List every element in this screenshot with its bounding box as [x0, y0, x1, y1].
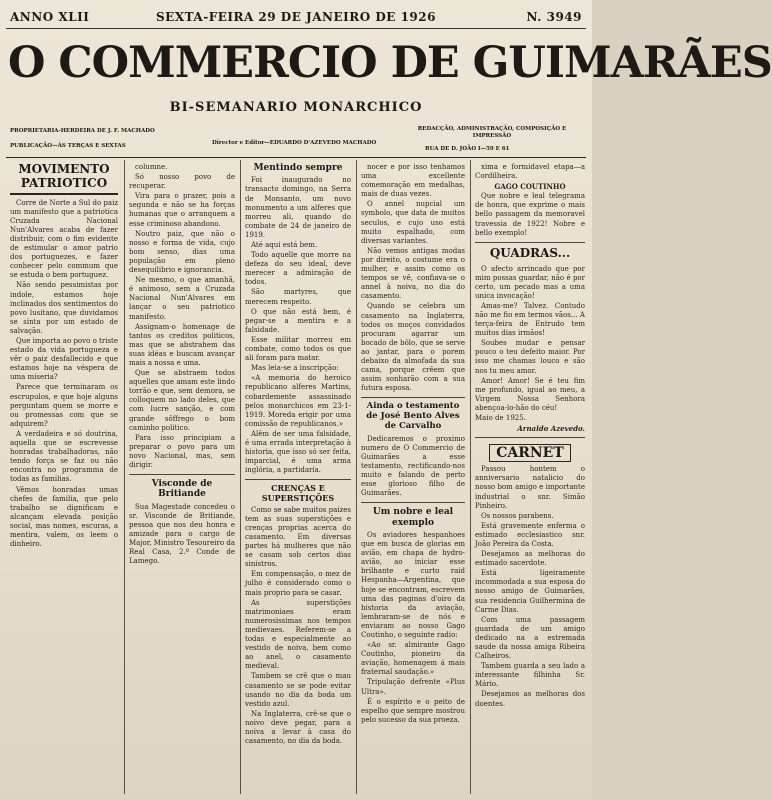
article-signature: GAGO COUTINHO	[494, 182, 566, 192]
article-paragraph: Não vemos antigas modas por direito, o costume era o mulher, e assim como os tempos se vê, confiava-se o annel à noiva, no dia do casamento.	[361, 246, 465, 301]
column-3	[245, 163, 351, 793]
publication-line: PUBLICAÇÃO—ÁS TERÇAS E SEXTAS	[10, 143, 126, 149]
article-paragraph: Passou hontem o anniversario natalicio do nosso bom amigo e importante industrial o snr. Simão Pinheiro.	[475, 465, 585, 510]
article-paragraph: nocer e por isso tenhamos uma excellente comemoração em medalhas, mais de duas vezes.	[361, 163, 465, 199]
article-paragraph: Desejamos as melhoras do estimado sacerdote.	[475, 550, 585, 568]
article-paragraph: Que importa ao povo o triste estado da vida portugueza e vêr o paiz desfallecido e que estamos hoje na véspera de uma miseria?	[10, 337, 118, 382]
article-paragraph: A verdadeira e só doutrina, aquella que se escrevesse honradas trabalhadoras, não tendo força se faz ou não encontra no programma de todas as familias.	[10, 429, 118, 484]
article-paragraph: columne.	[135, 163, 168, 171]
article-paragraph: Vêmos honradas umas chefes de familia, que pelo trabalho se dignificam e alcançam elevada posição social, mas nomes, escuras, a mentira, valem, os leem o dinheiro.	[10, 485, 118, 549]
article-paragraph: Não sendo pessimistas por indole, estamos hoje inclinados dos sentimentos do povo lusitano, que duvidamos se sinta por um estado de salvação.	[10, 281, 118, 335]
article-paragraph: Vira para o prazer, pois a segunda e não se ha forças humanas que o arranquem a esse criminoso abandono.	[129, 192, 235, 228]
newspaper-title: O COMMERCIO DE GUIMARÃES	[8, 38, 772, 88]
column-divider	[124, 160, 125, 794]
article-paragraph: O annel nupcial um symbolo, que data de muitos seculos, e cujo uso está muito espalhado, com diversas variantes.	[361, 200, 465, 245]
column-1	[10, 163, 118, 793]
article-paragraph: O que não está bem, é pegar-se a mentira e a falsidade.	[245, 307, 351, 334]
article-heading-crencas: CRENÇAS E SUPERSTIÇÕES	[261, 483, 335, 503]
newspaper-subtitle: BI-SEMANARIO MONARCHICO	[169, 100, 423, 115]
article-heading-mentindo: Mentindo sempre	[253, 163, 343, 173]
poem-author: Arnaldo Azevedo.	[517, 424, 585, 434]
section-divider	[129, 474, 235, 475]
article-paragraph: Os aviadores hespanhoes que em busca de glorias em avião, em chapa de hydro-avião, ao iniciar esse brilhante e curto raid Hespanha—Argentina, que hoje se encontram, escrevem uma das paginas d'oiro da historia da aviação, lembraram-se de nós e enviaram ao nosso Gago Coutinho, o seguinte radio:	[361, 530, 465, 640]
article-paragraph: Todo aquelle que morre na defeza do seu ideal, deve merecer a admiração de todos.	[245, 251, 351, 287]
poem-stanza: Amas-me? Talvez. Contudo não me fio em termos vãos... A terça-feira de Entrudo tem muitos dias irmãos!	[475, 301, 585, 338]
section-divider	[361, 502, 465, 503]
column-2	[129, 163, 235, 793]
section-divider	[475, 437, 585, 438]
article-paragraph: Está gravemente enferma o estimado ecclesiastico snr. João Pereira da Costa.	[475, 521, 585, 548]
date-label: SEXTA-FEIRA 29 DE JANEIRO DE 1926	[156, 10, 436, 24]
poem-stanza: O afecto arrincado que por mim possas guardar, não é por certo, um pecado mas a uma unica invocação!	[475, 264, 585, 300]
article-paragraph: Alêm de ser uma falsidade, é uma errada interpretação à historia, que isso só ser feita, imparcial, é uma arma inglória, a partidaria.	[245, 429, 351, 475]
office-line: REDACÇÃO, ADMINISTRAÇÃO, COMPOSIÇÃO E IMPRESSÃO	[417, 126, 567, 139]
director-line: Director e Editor—EDUARDO D'AZEVEDO MACHADO	[212, 140, 377, 146]
article-paragraph: Noutro paiz, que não o nosso e forma de vida, cujo bom senso, dias uma população em pleno desequilibrio e ignorancia.	[129, 229, 235, 275]
article-paragraph: Parece que terminaram os escrupulos, e que hoje alguns perguntam quem se morre e ou promessas com que se adquirem?	[10, 383, 118, 428]
article-paragraph: Sua Magestade concedeu o sr. Visconde de Britiande, pessoa que nos deu honra e amizade para o cargo de Major, Ministro Tesoureiro da Real Casa, 2.º Conde de Lamego.	[129, 502, 235, 566]
article-paragraph: Esse militar morreu em combate, como todos os que ali foram para matar.	[245, 335, 351, 363]
article-heading-carnet: CARNET	[489, 444, 571, 462]
header-rule	[6, 157, 586, 158]
carnet-heading-box	[475, 442, 585, 462]
article-paragraph: Assignam-o homenage de tantos os creditos politicos, mas que se abstrahem das suas idéas e buscam avançar mais a nossa e uma.	[129, 322, 235, 367]
article-heading-movimento: MOVIMENTO PATRIOTICO	[10, 163, 118, 195]
article-paragraph: Os nossos parabens.	[481, 511, 554, 520]
column-divider	[356, 160, 357, 794]
article-paragraph: Dedicaremos o proximo numero de O Commercio de Guimarães a esse testamento, rectificando-nos muito e falando de perto esse glorioso filho de Guimarães.	[361, 434, 465, 498]
owner-line: PROPRIETARIA-HERDEIRA DE J. F. MACHADO	[10, 128, 155, 134]
year-label: ANNO XLII	[10, 10, 90, 24]
poem-stanza: Amor! Amor! Se é teu fim me profundo, igual ao meu, a Virgem Nossa Senhora abençoa-lo-hão do céu!	[475, 376, 585, 412]
column-divider	[240, 160, 241, 794]
article-heading-testamento: Ainda o testamento de José Bento Alves de Carvalho	[366, 401, 460, 431]
article-paragraph: As superstições matrimoniaes eram numerosissimas nos tempos medievaes. Referem-se a todas e especialmente ao vestido de noiva, bem como ao anel, o casamento medieval.	[245, 598, 351, 671]
article-paragraph: Desejamos as melhoras dos doentes.	[475, 690, 585, 708]
article-paragraph: São martyres, que merecem respeito.	[245, 288, 351, 306]
section-divider	[361, 397, 465, 398]
article-paragraph: Corre de Norte a Sul do paiz um manifesto que a patriotica Cruzada Nacional Nun'Alvares acaba de fazer distribuir, com o fim evidente de estimular o amor patrio dos portuguezes, e fazer conhecer pelo commum que se estuda o bem portuguez.	[10, 198, 119, 280]
address-line: RUA DE D. JOÃO I—59 E 61	[425, 146, 510, 152]
article-heading-britiande: Visconde de Britiande	[151, 479, 213, 500]
article-paragraph: «Ao sr. almirante Gago Coutinho, pioneiro da aviação, homenagem á mais fraternal saudação.»	[361, 641, 465, 677]
article-paragraph: Tripulação defrente «Plus Ultra».	[361, 678, 465, 696]
article-paragraph: Só nosso povo de recuperar.	[129, 173, 235, 191]
issue-number: N. 3949	[526, 10, 582, 24]
article-paragraph: Mas leia-se a inscripção:	[251, 364, 339, 373]
article-heading-exemplo: Um nobre e leal exemplo	[372, 507, 454, 528]
article-paragraph: Que nobre e leal telegrama de honra, que exprime o mais bello passagem da memoravel travessia de 1922! Nobre e bello exemplo!	[475, 192, 585, 237]
article-paragraph: «A memoria do heroico republicano alferes Martins, cobardemente assassinado pelos monarchicos em 23-1-1919. Moreda erigir por uma comissão de republicanos.»	[245, 374, 351, 428]
article-paragraph: Que se abstraem todos aquelles que amam este lindo torrão e que, sem demora, se colloquem no lado deles, que com lucre sanção, e com grande sôffrego o bom caminho politico.	[129, 369, 235, 432]
article-paragraph: Como se sabe muitos paizes tem as suas superstições e crenças proprias acerca do casamento. Em diversas partes há mulheres que não se casam sob certos dias sinistros.	[245, 505, 351, 569]
poem-stanza: Soubes mudar e pensar pouco o teu defeito maior. Por isso me chamas louco e são nos tu meu amor.	[475, 339, 585, 375]
article-paragraph: Quando se celebra um casamento na Inglaterra, todos os moços convidados procuram agarrar um bocado de bôlo, que se serve ao jantar, para o porem debaixo da almofada da sua cama, porque crêem que assim sonharão com a sua futura esposa.	[361, 302, 465, 393]
article-paragraph: Em compensação, o mez de julho é considerado como o mais proprio para se casar.	[245, 570, 351, 597]
article-paragraph: Está ligeiramente incommodada a sua esposa do nosso amigo de Guimarães, sua residencia Guilhermina de Carme Dias.	[475, 569, 585, 614]
article-paragraph: Até aqui está bem.	[251, 241, 318, 249]
section-divider	[245, 479, 351, 480]
article-paragraph: É o espírito e o peito de espelho que sempre mostrou pelo sucesso da sua proeza.	[361, 697, 465, 724]
article-paragraph: Na Inglaterra, crê-se que o noivo deve pegar, para a noiva a levar à casa do casamento, no dia da boda.	[245, 709, 351, 746]
article-paragraph: Foi inaugurado no transacto domingo, na Serra de Monsanto, um novo monumento a um alferes que morreu ali, quando do combate de 24 de janeiro de 1919.	[245, 176, 351, 239]
article-paragraph: xima e formidavel etapa—a Cordilheira.	[475, 163, 585, 181]
article-paragraph: Para isso principiam a preparar o povo para um novo Nacional, mas, sem dirigir.	[129, 433, 235, 469]
top-header-bar	[6, 6, 586, 29]
article-heading-quadras: QUADRAS...	[489, 245, 571, 260]
column-divider	[470, 160, 471, 794]
column-5	[475, 163, 585, 793]
poem-date: Maio de 1925.	[475, 414, 526, 423]
section-divider	[475, 242, 585, 243]
article-paragraph: Ne mesmo, o que amanhã, é animoso, sem a Cruzada Nacional Nun'Alvares em lançar o seu patriotico manifesto.	[129, 276, 235, 321]
article-paragraph: Com uma passagem guardada de um amigo dedicado na a estremada saude da nossa amiga Ribeira Calheiros.	[475, 615, 585, 661]
article-paragraph: Tambem guarda a seu lado a interessante filhinha Sr. Mário.	[475, 662, 585, 689]
article-paragraph: Tambem se crê que o mau casamento se se pode evitar usando no dia da boda um vestido azul.	[245, 672, 351, 708]
column-4	[361, 163, 465, 793]
